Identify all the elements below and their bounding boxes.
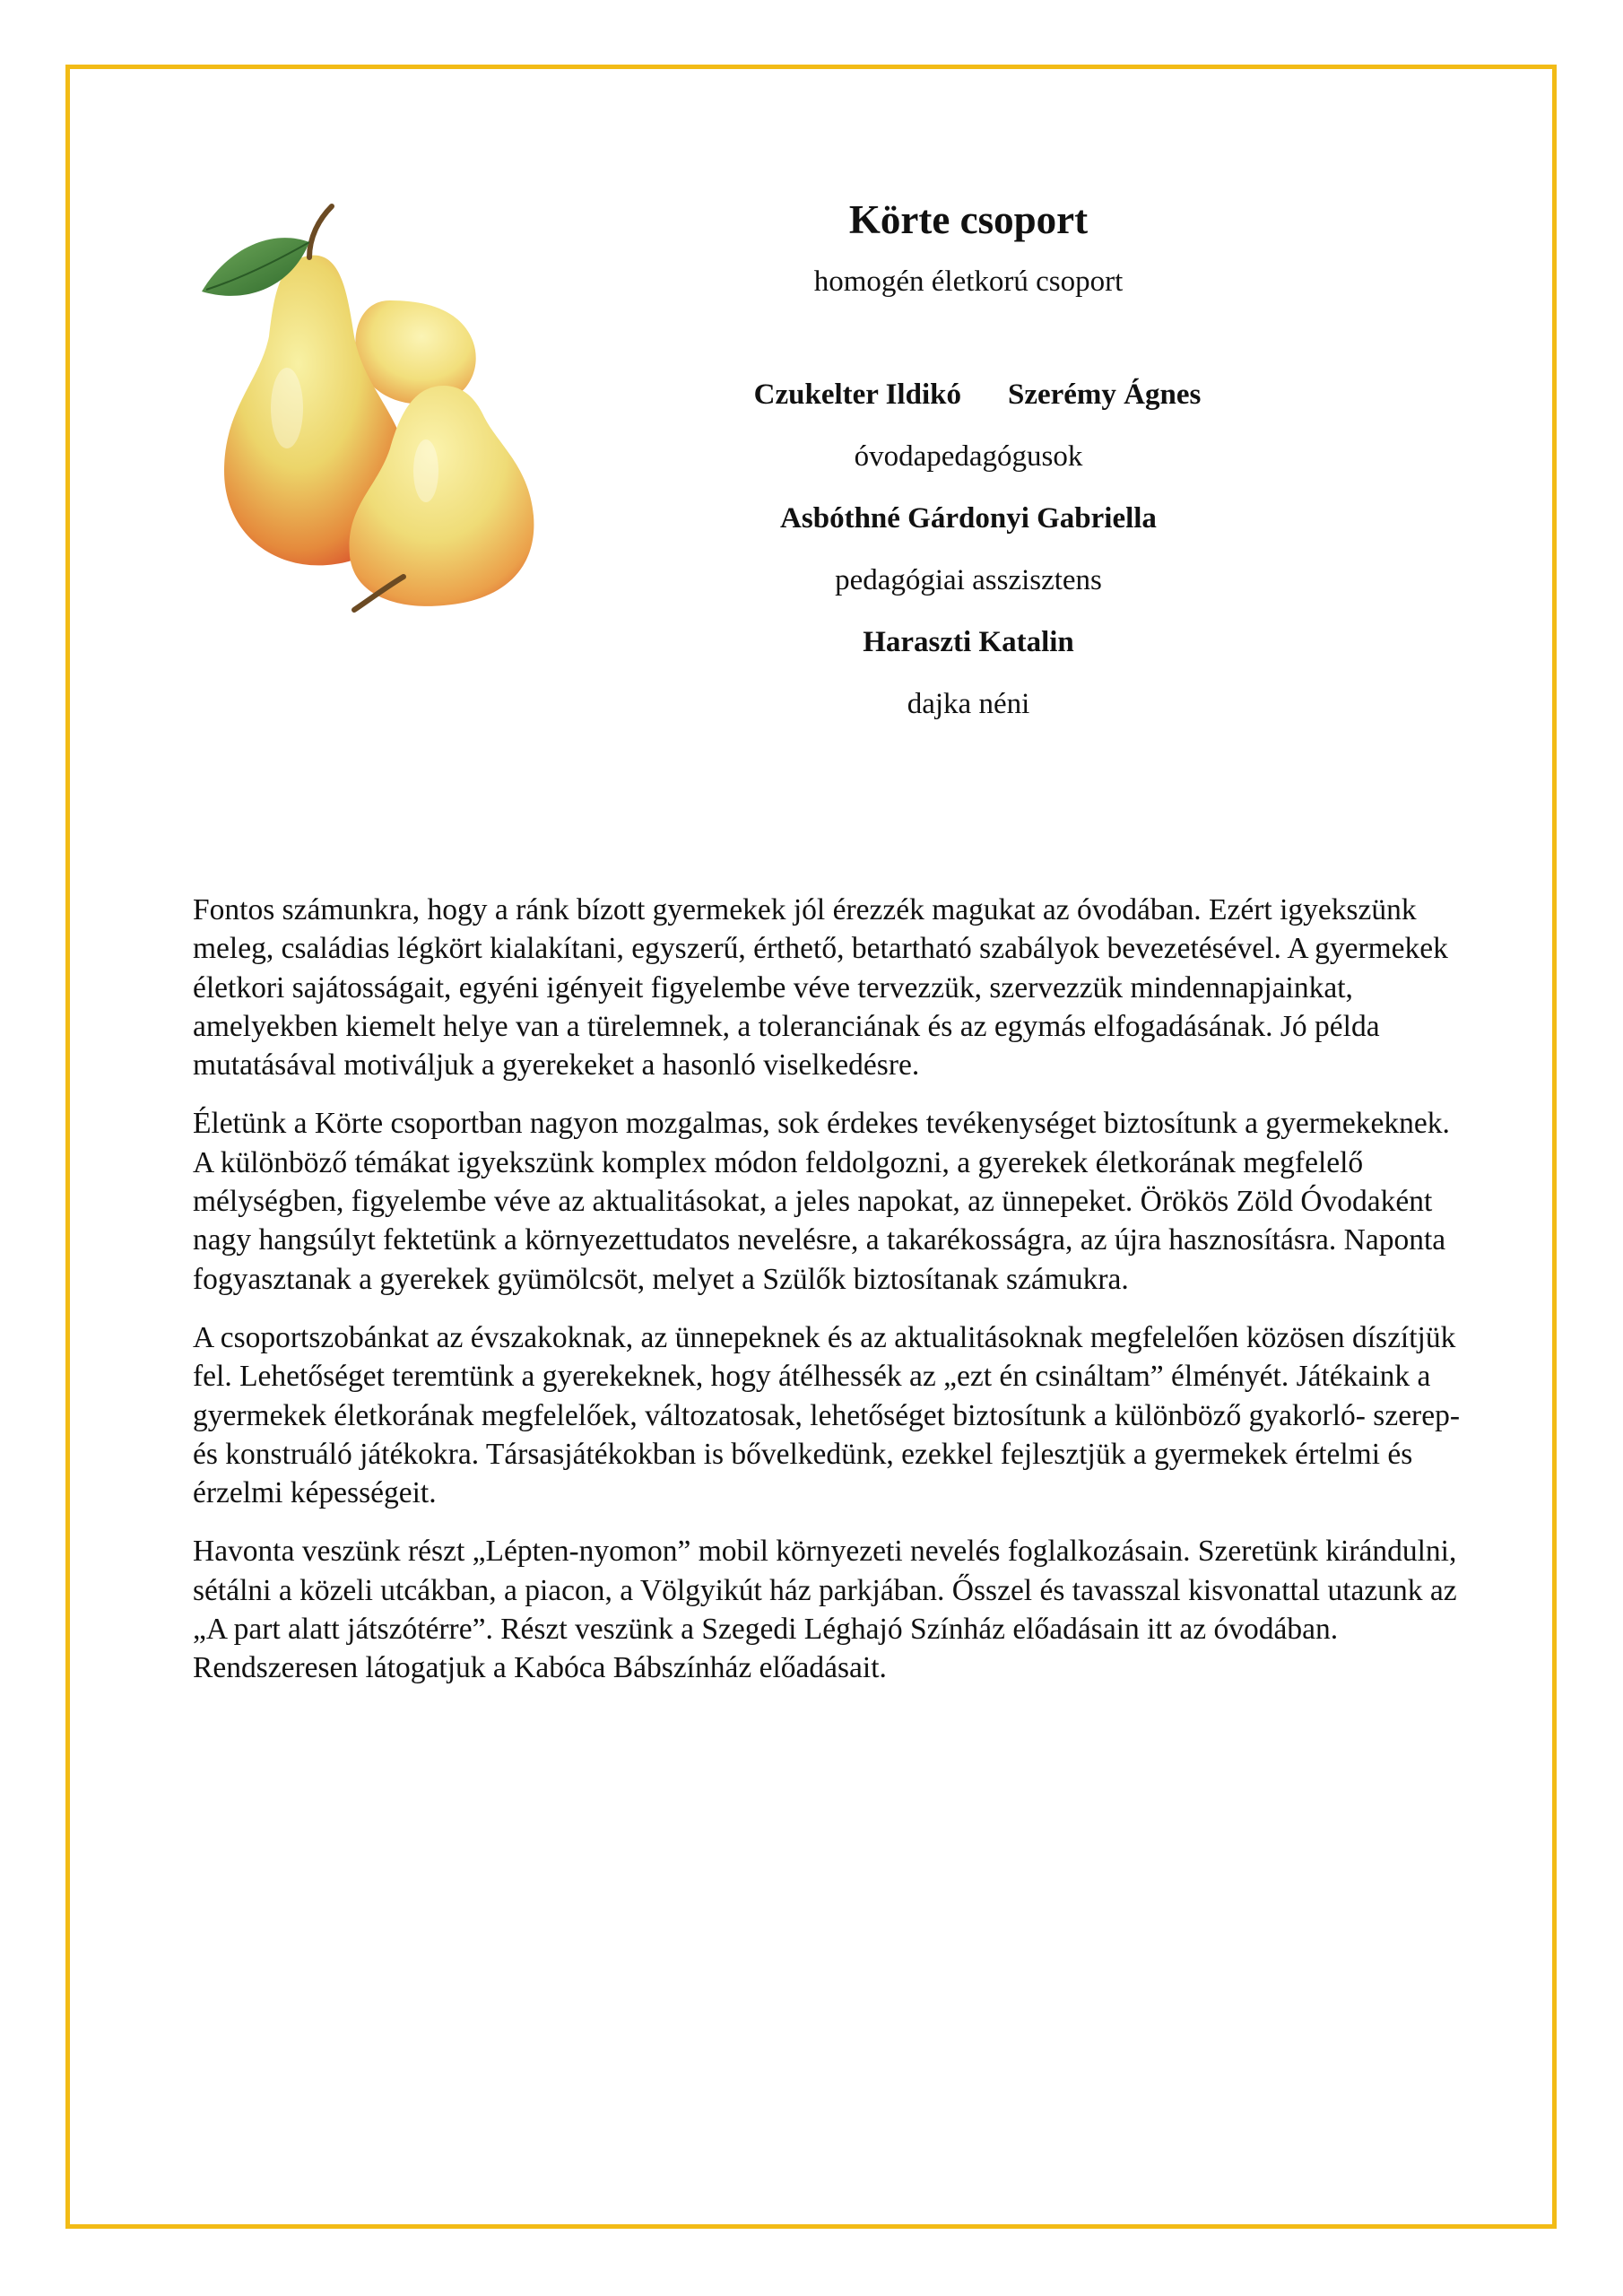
nanny-name: Haraszti Katalin xyxy=(863,626,1074,658)
paragraph: Fontos számunkra, hogy a ránk bízott gyermekek jól érezzék magukat az óvodában. Ezért igyekszünk meleg, családias légkört kialakítani, egyszerű, érthető, betartható szabályok bevezetésével. A gyermekek életkori sajátosságait, egyéni igényeit figyelembe véve tervezzük, szervezzük mindennapjainkat, amelyekben kiemelt helye van a türelemnek, a toleranciának és az egymás elfogadásának. Jó példa mutatásával motiváljuk a gyerekeket a hasonló viselkedésre. xyxy=(193,893,1448,1083)
nanny-role: dajka néni xyxy=(907,688,1030,720)
teacher-name-1: Czukelter Ildikó xyxy=(753,378,961,411)
assistant-role: pedagógiai asszisztens xyxy=(835,564,1102,596)
teacher-name-2: Szerémy Ágnes xyxy=(1007,378,1202,411)
paragraph: A csoportszobánkat az évszakoknak, az ünnepeknek és az aktualitásoknak megfelelően közösen díszítjük fel. Lehetőséget teremtünk a gyerekeknek, hogy átélhessék az „ezt én csináltam” élményét. Játékaink a gyermekek életkorának megfelelőek, változatosak, lehetőséget biztosítunk a különböző gyakorló- szerep-és konstruáló játékokra. Társasjátékokban is bővelkedünk, ezekkel fejlesztjük a gyermekek értelmi és érzelmi képességeit. xyxy=(193,1320,1460,1510)
paragraph: Havonta veszünk részt „Lépten-nyomon” mobil környezeti nevelés foglalkozásain. Szeretünk kirándulni, sétálni a közeli utcákban, a piacon, a Völgyikút ház parkjában. Ősszel és tavasszal kisvonattal utazunk az „A part alatt játszótérre”. Részt veszünk a Szegedi Léghajó Színház előadásain itt az óvodában. Rendszeresen látogatjuk a Kabóca Bábszínház előadásait. xyxy=(193,1535,1457,1685)
teacher-role: óvodapedagógusok xyxy=(854,440,1083,473)
body-text xyxy=(193,891,1466,1708)
page-title: Körte csoport xyxy=(848,197,1089,242)
page-subtitle: homogén életkorú csoport xyxy=(813,265,1124,298)
group-header xyxy=(681,179,1255,722)
paragraph: Életünk a Körte csoportban nagyon mozgalmas, sok érdekes tevékenységet biztosítunk a gyermekeknek. A különböző témákat igyekszünk komplex módon feldolgozni, a gyerekek életkorának megfelelő mélységben, figyelembe véve az aktualitásokat, a jeles napokat, az ünnepeket. Örökös Zöld Óvodaként nagy hangsúlyt fektetünk a környezettudatos nevelésre, a takarékosságra, az újra hasznosításra. Naponta fogyasztanak a gyerekek gyümölcsöt, melyet a Szülők biztosítanak számukra. xyxy=(193,1107,1450,1296)
pear-illustration xyxy=(175,202,587,614)
pear-icon xyxy=(175,202,587,614)
assistant-name: Asbóthné Gárdonyi Gabriella xyxy=(780,502,1157,535)
teacher-names xyxy=(681,377,1255,413)
